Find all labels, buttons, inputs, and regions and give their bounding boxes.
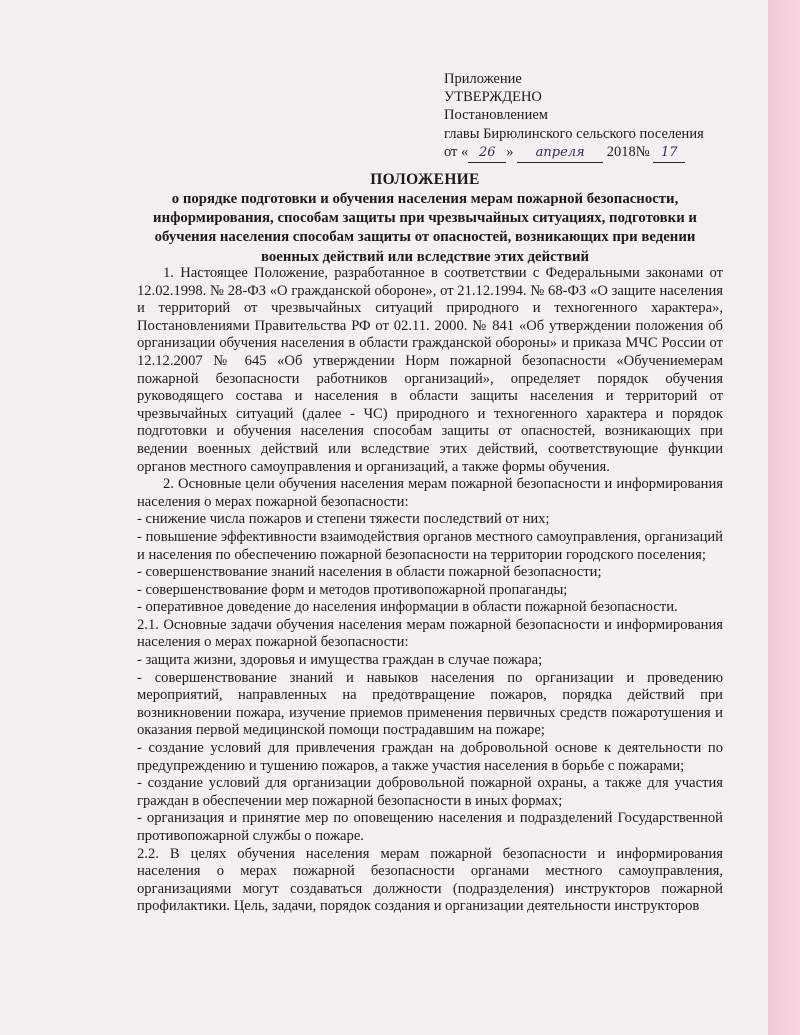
document-title: ПОЛОЖЕНИЕ (370, 171, 480, 188)
list-item: - снижение числа пожаров и степени тяжести последствий от них; (137, 511, 550, 528)
list-item: - совершенствование знаний населения в области пожарной безопасности; (137, 564, 602, 581)
list-item: - повышение эффективности взаимодействия органов местного самоуправления, организаций и населения по обеспечению пожарной безопасности на территории городского поселения; (137, 528, 723, 563)
authority-label: главы Бирюлинского сельского поселения (444, 125, 704, 142)
approval-date (444, 143, 744, 163)
list-item: - создание условий для организации добровольной пожарной охраны, а также для участия граждан в обеспечении мер пожарной безопасности в иных формах; (137, 775, 723, 809)
approval-block (444, 70, 744, 163)
date-month-handwritten: апреля (517, 144, 603, 163)
date-mid: » (506, 143, 514, 160)
paragraph-2: 2. Основные цели обучения населения мерам пожарной безопасности и информирования населения о мерах пожарной безопасности: (137, 476, 723, 510)
document-body (137, 265, 723, 916)
list-item: - совершенствование знаний и навыков населения по организации и проведению мероприятий, направленных на предотвращение пожаров, порядка действий при возникновении пожара, изучение приемов применения первичных средств пожаротушения и оказания первой медицинской помощи пострадавшим на пожаре; (137, 669, 723, 739)
title-block (130, 170, 720, 267)
appendix-label: Приложение (444, 71, 522, 87)
list-item: - совершенствование форм и методов противопожарной пропаганды; (137, 581, 568, 598)
page-edge-background (768, 0, 800, 1035)
date-year: 2018№ (606, 143, 650, 160)
date-prefix: от « (444, 143, 469, 160)
list-item: - организация и принятие мер по оповещению населения и подразделений Государственной противопожарной службы о пожаре. (137, 810, 723, 844)
resolution-label: Постановлением (444, 107, 548, 124)
doc-number-handwritten: 17 (653, 144, 685, 163)
paragraph-1: 1. Настоящее Положение, разработанное в соответствии с Федеральными законами от 12.02.1998. № 28-ФЗ «О гражданской обороне», от 21.12.1994. № 68-ФЗ «О защите населения и территорий от чрезвычайных ситуаций природного и техногенного характера», Постановлениями Правительства РФ от 02.11. 2000. № 841 «Об утверждении положения об организации обучения населения в области гражданской обороны» и приказа МЧС России от 12.12.2007 № 645 «Об утверждении Норм пожарной безопасности «Обучениемерам пожарной безопасности работников организаций», определяет порядок обучения руководящего состава и населения в области защиты населения и территорий от чрезвычайных ситуаций (далее - ЧС) природного и техногенного характера и порядок подготовки и обучения населения способам защиты от опасностей, возникающих при ведении военных действий или вследствие этих действий, соответствующие функции органов местного самоуправления и организаций, а также формы обучения. (137, 265, 723, 475)
paragraph-2-1: 2.1. Основные задачи обучения населения мерам пожарной безопасности и информирования населения о мерах пожарной безопасности: (137, 616, 723, 651)
list-item: - создание условий для привлечения граждан на добровольной основе к деятельности по предупреждению и тушению пожаров, а также участия населения в борьбе с пожарами; (137, 740, 723, 774)
list-item: - оперативное доведение до населения информации в области пожарной безопасности. (137, 599, 678, 616)
date-day-handwritten: 26 (468, 144, 506, 163)
paragraph-2-2: 2.2. В целях обучения населения мерам пожарной безопасности и информирования населения о мерах пожарной безопасности органами местного самоуправления, организациями могут создаваться должности (подразделения) инструкторов пожарной профилактики. Цель, задачи, порядок создания и организации деятельности инструкторов (137, 845, 723, 915)
document-subtitle: о порядке подготовки и обучения населения мерам пожарной безопасности, информирования, способам защиты при чрезвычайных ситуациях, подготовки и обучения населения способам защиты от опасностей, возникающих при ведении военных действий или вследствие этих действий (153, 191, 697, 265)
approved-label: УТВЕРЖДЕНО (444, 89, 542, 106)
list-item: - защита жизни, здоровья и имущества граждан в случае пожара; (137, 652, 543, 669)
